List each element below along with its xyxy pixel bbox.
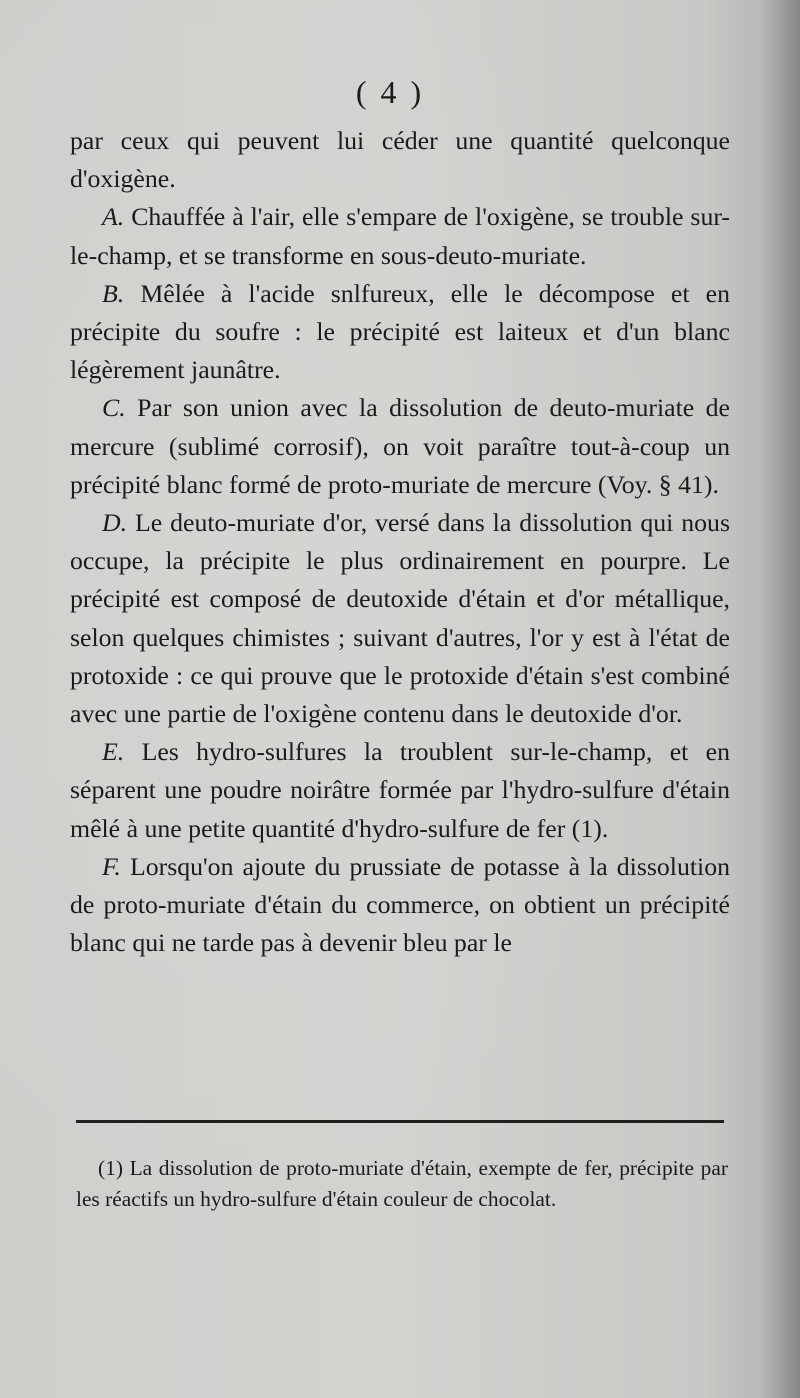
paragraph-continuation bbox=[70, 122, 730, 198]
footnote-text: (1) La dissolution de proto-muriate d'étain, exempte de fer, précipite par les réactifs un hydro-sulfure d'étain couleur de chocolat. bbox=[76, 1156, 728, 1211]
body-text bbox=[70, 122, 730, 962]
footnote-rule bbox=[76, 1120, 724, 1123]
paragraph-a bbox=[70, 198, 730, 274]
paragraph-text: Le deuto-muriate d'or, versé dans la dissolution qui nous occupe, la précipite le plus ordinairement en pourpre. Le précipité est composé de deutoxide d'étain et d'or métallique, selon quelques chimistes ; suivant d'autres, l'or y est à l'état de protoxide : ce qui prouve que le protoxide d'étain s'est combiné avec une partie de l'oxigène contenu dans le deutoxide d'or. bbox=[70, 508, 730, 729]
paragraph-text: Par son union avec la dissolution de deuto-muriate de mercure (sublimé corrosif), on voit paraître tout-à-coup un précipité blanc formé de proto-muriate de mercure (Voy. § 41). bbox=[70, 393, 730, 499]
paragraph-marker: B. bbox=[102, 278, 125, 308]
paragraph-marker: D. bbox=[102, 508, 128, 538]
paragraph-marker: E. bbox=[102, 737, 125, 767]
paragraph-c bbox=[70, 389, 730, 504]
paragraph-marker: F. bbox=[102, 851, 121, 881]
footnote bbox=[76, 1153, 728, 1215]
paragraph-text: Mêlée à l'acide snlfureux, elle le décompose et en précipite du soufre : le précipité est laiteux et d'un blanc légèrement jaunâtre. bbox=[70, 278, 730, 385]
paragraph-text: Chauffée à l'air, elle s'empare de l'oxigène, se trouble sur-le-champ, et se transforme en sous-deuto-muriate. bbox=[70, 202, 731, 270]
paragraph-b bbox=[70, 275, 730, 390]
page-number: ( 4 ) bbox=[355, 74, 425, 110]
spine-shadow bbox=[760, 0, 800, 1398]
paragraph-text: Les hydro-sulfures la troublent sur-le-champ, et en séparent une poudre noirâtre formée par l'hydro-sulfure d'étain mêlé à une petite quantité d'hydro-sulfure de fer (1). bbox=[70, 737, 730, 843]
paragraph-marker: A. bbox=[102, 202, 125, 232]
paragraph-text: Lorsqu'on ajoute du prussiate de potasse à la dissolution de proto-muriate d'étain du commerce, on obtient un précipité blanc qui ne tarde pas à devenir bleu par le bbox=[70, 851, 731, 958]
paragraph-text: par ceux qui peuvent lui céder une quantité quelconque d'oxigène. bbox=[70, 126, 730, 194]
paragraph-f bbox=[70, 848, 730, 963]
paragraph-d bbox=[70, 504, 730, 733]
paragraph-marker: C. bbox=[102, 393, 126, 423]
paragraph-e bbox=[70, 733, 730, 848]
